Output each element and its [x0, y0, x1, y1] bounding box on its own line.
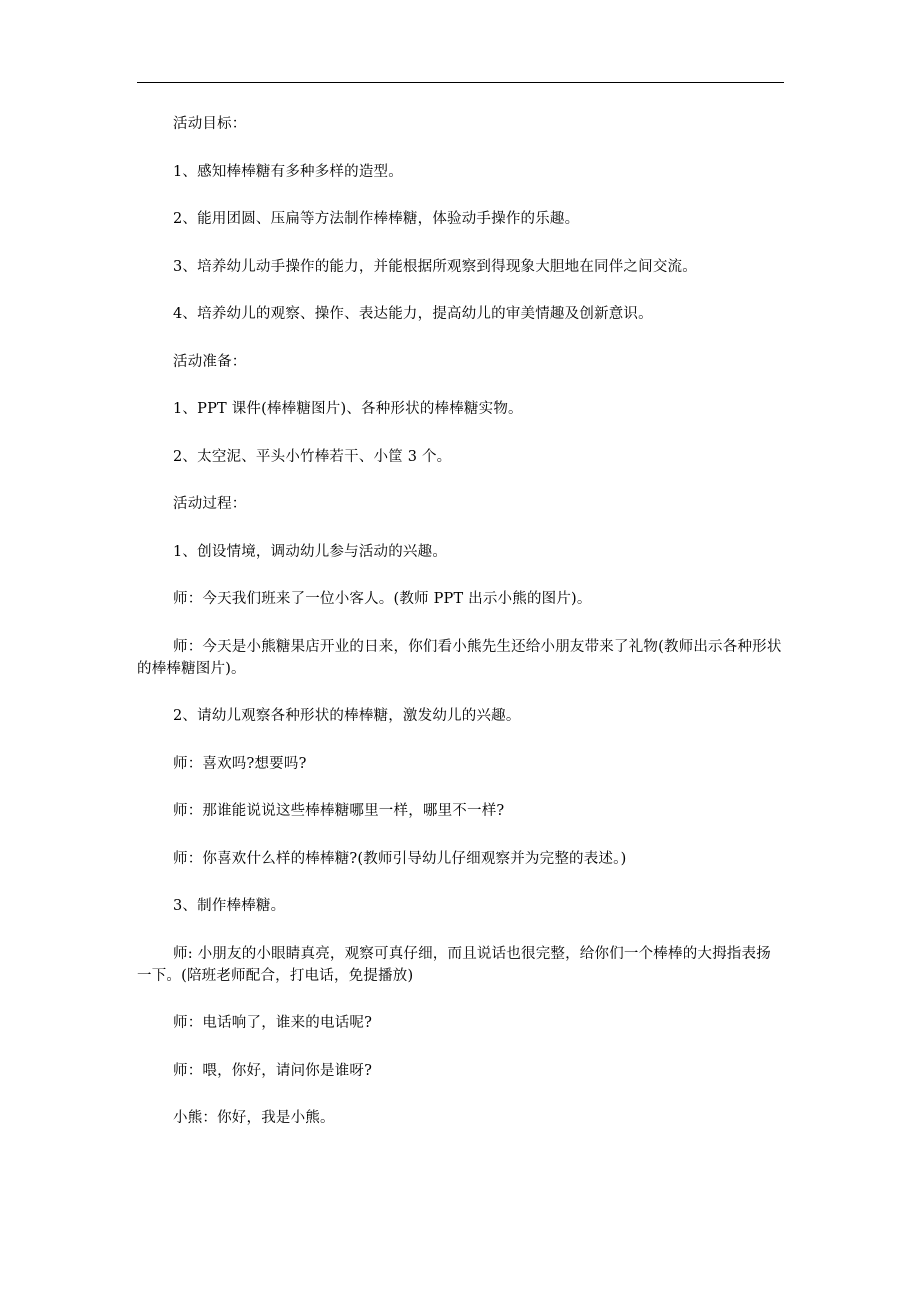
- process-step-1: 1、创设情境，调动幼儿参与活动的兴趣。: [173, 543, 448, 560]
- section-heading-preparation: 活动准备：: [173, 353, 247, 370]
- dialogue-line: 师：你喜欢什么样的棒棒糖?(教师引导幼儿仔细观察并为完整的表述。): [173, 850, 627, 867]
- document-body: [137, 113, 784, 1155]
- dialogue-line: 师: 小朋友的小眼睛真亮，观察可真仔细，而且说话也很完整，给你们一个棒棒的大拇指表扬一下。(陪班老师配合，打电话，免提播放): [137, 945, 771, 984]
- dialogue-line: 师：喂，你好，请问你是谁呀?: [173, 1062, 373, 1079]
- goal-item-3: 3、培养幼儿动手操作的能力，并能根据所观察到得现象大胆地在同伴之间交流。: [173, 258, 697, 275]
- dialogue-line: 师：今天是小熊糖果店开业的日来，你们看小熊先生还给小朋友带来了礼物(教师出示各种形状的棒棒糖图片)。: [137, 638, 782, 677]
- dialogue-line: 师：电话响了，谁来的电话呢?: [173, 1015, 373, 1031]
- process-step-3: 3、制作棒棒糖。: [173, 898, 286, 914]
- header-rule: [137, 82, 784, 83]
- process-step-2: 2、请幼儿观察各种形状的棒棒糖，激发幼儿的兴趣。: [173, 708, 521, 724]
- preparation-item-2: 2、太空泥、平头小竹棒若干、小筐 3 个。: [173, 448, 452, 465]
- section-heading-goals: 活动目标：: [173, 116, 247, 132]
- section-heading-process: 活动过程：: [173, 496, 247, 512]
- dialogue-line: 师：那谁能说说这些棒棒糖哪里一样，哪里不一样?: [173, 803, 505, 819]
- goal-item-2: 2、能用团圆、压扁等方法制作棒棒糖，体验动手操作的乐趣。: [173, 211, 580, 227]
- preparation-item-1: 1、PPT 课件(棒棒糖图片)、各种形状的棒棒糖实物。: [173, 401, 523, 417]
- dialogue-line: 师：今天我们班来了一位小客人。(教师 PPT 出示小熊的图片)。: [173, 591, 592, 607]
- goal-item-1: 1、感知棒棒糖有多种多样的造型。: [173, 163, 403, 180]
- dialogue-line: 小熊：你好，我是小熊。: [173, 1110, 335, 1126]
- dialogue-line: 师：喜欢吗?想要吗?: [173, 755, 307, 772]
- goal-item-4: 4、培养幼儿的观察、操作、表达能力，提高幼儿的审美情趣及创新意识。: [173, 306, 653, 322]
